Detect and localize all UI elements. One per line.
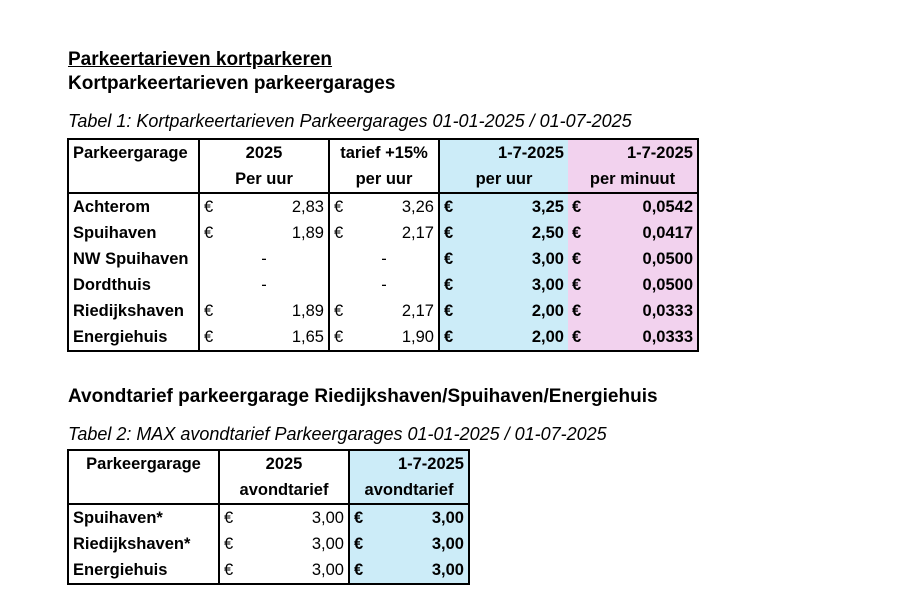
table-row <box>68 557 469 584</box>
currency: € <box>224 560 234 579</box>
table-row <box>68 193 698 220</box>
section-heading-short-parking: Kortparkeertarieven parkeergarages <box>68 73 396 94</box>
currency: € <box>224 534 234 553</box>
table-row <box>68 504 469 531</box>
rate-plus-15: - <box>381 275 387 294</box>
currency: € <box>204 197 214 216</box>
rate-2025: 3,00 <box>241 531 349 557</box>
rate-2025: 3,00 <box>241 557 349 584</box>
table-row <box>68 298 698 324</box>
col-header-garage: Parkeergarage <box>68 139 199 166</box>
rate-new-hour: 3,00 <box>461 272 568 298</box>
evening-rates-table <box>67 449 470 585</box>
rate-plus-15: 3,26 <box>401 197 434 216</box>
short-parking-rates-table <box>67 138 699 352</box>
rate-new-minute: 0,0542 <box>590 193 698 220</box>
currency: € <box>349 557 371 584</box>
currency: € <box>439 298 461 324</box>
col-header-new-rate: 1-7-2025 <box>439 139 568 166</box>
table-row <box>68 272 698 298</box>
rate-new-evening: 3,00 <box>371 557 469 584</box>
unit-per-hour: per uur <box>439 166 568 193</box>
rate-2025: 1,89 <box>221 220 329 246</box>
col-header-new-minute-rate: 1-7-2025 <box>568 139 698 166</box>
table-row <box>68 324 698 351</box>
garage-name: Achterom <box>68 193 199 220</box>
currency: € <box>334 327 344 346</box>
rate-new-hour: 2,00 <box>461 324 568 351</box>
currency: € <box>204 301 214 320</box>
table2-caption: Tabel 2: MAX avondtarief Parkeergarages 01-01-2025 / 01-07-2025 <box>68 424 607 444</box>
table-header-row <box>68 450 469 477</box>
table-row <box>68 246 698 272</box>
garage-name: Spuihaven* <box>68 504 219 531</box>
rate-new-hour: 2,00 <box>461 298 568 324</box>
garage-name: Energiehuis <box>68 557 219 584</box>
unit-per-minute: per minuut <box>568 166 698 193</box>
garage-name: Dordthuis <box>68 272 199 298</box>
rate-2025: - <box>199 246 329 272</box>
table-header-row <box>68 139 698 166</box>
unit-per-hour: per uur <box>355 169 413 188</box>
col-header-garage: Parkeergarage <box>68 450 219 477</box>
rate-plus-15: - <box>381 249 387 268</box>
currency: € <box>334 197 344 216</box>
rate-2025: 2,83 <box>221 193 329 220</box>
currency: € <box>349 531 371 557</box>
currency: € <box>224 508 234 527</box>
currency: € <box>439 220 461 246</box>
currency: € <box>568 272 590 298</box>
table-subheader-row <box>68 477 469 504</box>
currency: € <box>439 272 461 298</box>
table1-caption: Tabel 1: Kortparkeertarieven Parkeergarages 01-01-2025 / 01-07-2025 <box>68 111 632 131</box>
currency: € <box>568 324 590 351</box>
rate-2025: - <box>199 272 329 298</box>
rate-new-minute: 0,0500 <box>590 246 698 272</box>
rate-new-minute: 0,0333 <box>590 324 698 351</box>
currency: € <box>439 246 461 272</box>
col-header-surcharge: tarief +15% <box>340 143 428 162</box>
currency: € <box>439 324 461 351</box>
col-header-2025: 2025 <box>219 450 349 477</box>
col-header-2025: 2025 <box>199 139 329 166</box>
table-row <box>68 220 698 246</box>
garage-name: Riedijkshaven <box>68 298 199 324</box>
rate-new-minute: 0,0500 <box>590 272 698 298</box>
rate-plus-15: 2,17 <box>401 223 434 242</box>
rate-2025: 3,00 <box>241 504 349 531</box>
rate-plus-15: 1,90 <box>401 327 434 346</box>
rate-new-minute: 0,0417 <box>590 220 698 246</box>
currency: € <box>568 246 590 272</box>
rate-2025: 1,65 <box>221 324 329 351</box>
rate-new-evening: 3,00 <box>371 504 469 531</box>
rate-new-evening: 3,00 <box>371 531 469 557</box>
rate-new-hour: 3,00 <box>461 246 568 272</box>
garage-name: Spuihaven <box>68 220 199 246</box>
rate-2025: 1,89 <box>221 298 329 324</box>
section-heading-evening-rate: Avondtarief parkeergarage Riedijkshaven/Spuihaven/Energiehuis <box>68 386 658 407</box>
garage-name: Energiehuis <box>68 324 199 351</box>
currency: € <box>334 223 344 242</box>
currency: € <box>568 220 590 246</box>
currency: € <box>204 327 214 346</box>
currency: € <box>439 193 461 220</box>
currency: € <box>568 298 590 324</box>
page-title: Parkeertarieven kortparkeren <box>68 49 333 70</box>
rate-new-minute: 0,0333 <box>590 298 698 324</box>
garage-name: NW Spuihaven <box>68 246 199 272</box>
col-header-new-rate: 1-7-2025 <box>349 450 469 477</box>
table-subheader-row <box>68 166 698 193</box>
currency: € <box>204 223 214 242</box>
garage-name: Riedijkshaven* <box>68 531 219 557</box>
rate-new-hour: 2,50 <box>461 220 568 246</box>
unit-per-hour: Per uur <box>199 166 329 193</box>
currency: € <box>349 504 371 531</box>
table-row <box>68 531 469 557</box>
unit-evening-rate: avondtarief <box>349 477 469 504</box>
unit-evening-rate: avondtarief <box>219 477 349 504</box>
rate-plus-15: 2,17 <box>401 301 434 320</box>
currency: € <box>568 193 590 220</box>
currency: € <box>334 301 344 320</box>
rate-new-hour: 3,25 <box>461 193 568 220</box>
